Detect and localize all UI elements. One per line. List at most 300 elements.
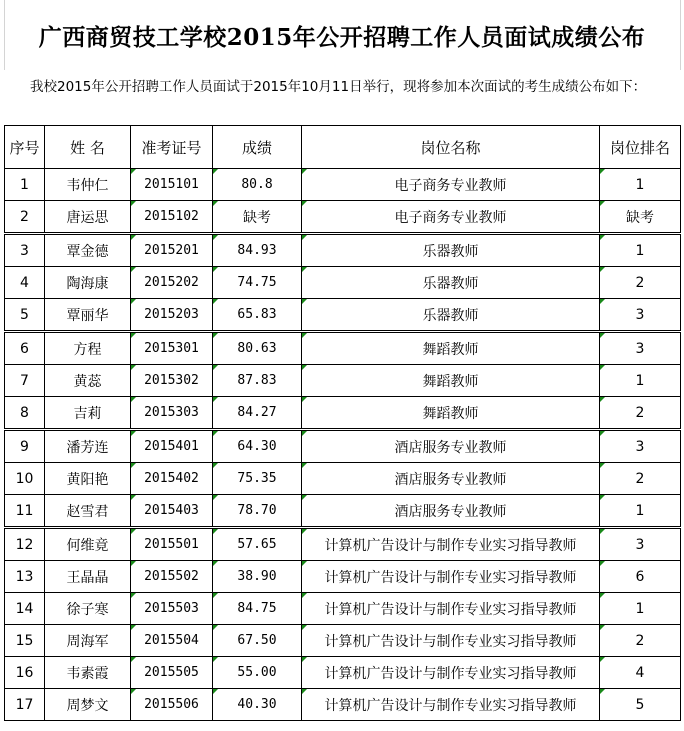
cell-score (213, 201, 302, 234)
cell-text: 10 (15, 470, 34, 487)
cell-marker-icon (213, 299, 218, 304)
cell-exam-id (131, 430, 213, 463)
cell-exam-id (131, 332, 213, 365)
cell-position (302, 593, 600, 625)
cell-position (302, 463, 600, 495)
cell-text: 2015301 (144, 341, 199, 356)
cell-marker-icon (213, 463, 218, 468)
table-row (5, 299, 681, 332)
cell-score (213, 657, 302, 689)
cell-seq (5, 397, 45, 430)
cell-text: 2015402 (144, 471, 199, 486)
cell-rank (600, 397, 681, 430)
cell-seq (5, 169, 45, 201)
cell-position (302, 561, 600, 593)
cell-text: 赵雪君 (66, 503, 109, 520)
cell-text: 2015503 (144, 601, 199, 616)
cell-position (302, 625, 600, 657)
cell-marker-icon (131, 365, 136, 370)
cell-text: 1 (635, 242, 645, 259)
cell-text: 2 (635, 404, 645, 421)
cell-text: 55.00 (237, 665, 277, 680)
cell-seq (5, 657, 45, 689)
cell-marker-icon (600, 397, 605, 402)
intro-paragraph: 我校2015年公开招聘工作人员面试于2015年10月11日举行，现将参加本次面试的考生成绩公布如下： (30, 79, 647, 95)
cell-text: 12 (15, 536, 34, 553)
table-row (5, 625, 681, 657)
cell-score (213, 299, 302, 332)
cell-text: 2015505 (144, 665, 199, 680)
cell-text: 缺考 (626, 209, 654, 226)
cell-text: 计算机广告设计与制作专业实习指导教师 (324, 665, 577, 682)
cell-text: 电子商务专业教师 (394, 209, 507, 226)
cell-marker-icon (213, 593, 218, 598)
cell-exam-id (131, 528, 213, 561)
cell-text: 缺考 (243, 209, 271, 226)
cell-seq (5, 561, 45, 593)
cell-text: 2015504 (144, 633, 199, 648)
cell-text: 舞蹈教师 (422, 405, 479, 422)
cell-name (45, 299, 131, 332)
cell-marker-icon (131, 689, 136, 694)
cell-text: 6 (20, 340, 29, 357)
cell-marker-icon (600, 365, 605, 370)
cell-score (213, 169, 302, 201)
cell-marker-icon (302, 689, 307, 694)
cell-text: 计算机广告设计与制作专业实习指导教师 (324, 697, 577, 714)
cell-marker-icon (302, 431, 307, 436)
cell-marker-icon (131, 431, 136, 436)
cell-name (45, 169, 131, 201)
cell-marker-icon (600, 529, 605, 534)
cell-text: 11 (15, 502, 34, 519)
cell-marker-icon (600, 169, 605, 174)
table-row (5, 561, 681, 593)
cell-marker-icon (302, 235, 307, 240)
cell-text: 舞蹈教师 (422, 341, 479, 358)
cell-seq (5, 625, 45, 657)
cell-exam-id (131, 365, 213, 397)
cell-seq (5, 430, 45, 463)
cell-marker-icon (131, 267, 136, 272)
cell-text: 周梦文 (66, 697, 109, 714)
cell-marker-icon (302, 495, 307, 500)
cell-text: 陶海康 (66, 275, 109, 292)
cell-text: 65.83 (237, 307, 277, 322)
table-row (5, 528, 681, 561)
cell-marker-icon (600, 463, 605, 468)
cell-rank (600, 201, 681, 234)
cell-exam-id (131, 689, 213, 721)
table-row (5, 593, 681, 625)
table-row (5, 495, 681, 528)
cell-text: 覃金德 (66, 243, 109, 260)
cell-seq (5, 332, 45, 365)
cell-text: 5 (20, 306, 29, 323)
cell-text: 酒店服务专业教师 (394, 471, 507, 488)
cell-seq (5, 267, 45, 299)
table-row (5, 169, 681, 201)
cell-marker-icon (302, 463, 307, 468)
cell-text: 计算机广告设计与制作专业实习指导教师 (324, 633, 577, 650)
cell-text: 9 (20, 438, 29, 455)
cell-marker-icon (302, 561, 307, 566)
cell-position (302, 201, 600, 234)
header-rank: 岗位排名 (600, 126, 681, 169)
cell-marker-icon (600, 235, 605, 240)
header-position: 岗位名称 (302, 126, 600, 169)
cell-text: 40.30 (237, 697, 277, 712)
cell-exam-id (131, 299, 213, 332)
cell-marker-icon (213, 561, 218, 566)
cell-marker-icon (131, 333, 136, 338)
cell-exam-id (131, 267, 213, 299)
cell-text: 78.70 (237, 503, 277, 518)
cell-text: 74.75 (237, 275, 277, 290)
cell-exam-id (131, 397, 213, 430)
cell-position (302, 332, 600, 365)
cell-text: 舞蹈教师 (422, 373, 479, 390)
cell-text: 1 (635, 600, 645, 617)
cell-text: 1 (635, 502, 645, 519)
cell-marker-icon (131, 593, 136, 598)
cell-marker-icon (213, 625, 218, 630)
header-score: 成绩 (213, 126, 302, 169)
cell-text: 2015501 (144, 537, 199, 552)
cell-marker-icon (213, 365, 218, 370)
cell-text: 酒店服务专业教师 (394, 503, 507, 520)
cell-text: 计算机广告设计与制作专业实习指导教师 (324, 537, 577, 554)
cell-marker-icon (131, 529, 136, 534)
cell-text: 1 (635, 176, 645, 193)
cell-position (302, 169, 600, 201)
cell-text: 2015506 (144, 697, 199, 712)
cell-marker-icon (302, 267, 307, 272)
cell-position (302, 267, 600, 299)
cell-marker-icon (213, 529, 218, 534)
cell-seq (5, 593, 45, 625)
cell-exam-id (131, 625, 213, 657)
cell-marker-icon (600, 267, 605, 272)
cell-text: 周海军 (66, 633, 109, 650)
cell-marker-icon (600, 333, 605, 338)
table-row (5, 234, 681, 267)
cell-name (45, 495, 131, 528)
cell-name (45, 267, 131, 299)
cell-text: 方程 (73, 341, 102, 358)
cell-marker-icon (600, 201, 605, 206)
table-body (5, 169, 681, 721)
cell-text: 潘芳连 (66, 439, 109, 456)
cell-rank (600, 332, 681, 365)
cell-name (45, 593, 131, 625)
cell-rank (600, 689, 681, 721)
cell-score (213, 397, 302, 430)
cell-position (302, 299, 600, 332)
cell-rank (600, 463, 681, 495)
cell-name (45, 561, 131, 593)
cell-rank (600, 267, 681, 299)
cell-marker-icon (302, 201, 307, 206)
cell-text: 2015101 (144, 177, 199, 192)
cell-position (302, 234, 600, 267)
cell-text: 16 (15, 664, 34, 681)
cell-text: 唐运思 (66, 209, 109, 226)
cell-position (302, 528, 600, 561)
cell-text: 14 (15, 600, 34, 617)
page-title: 广西商贸技工学校2015年公开招聘工作人员面试成绩公布 (38, 23, 646, 51)
cell-name (45, 625, 131, 657)
cell-marker-icon (213, 657, 218, 662)
score-table (4, 125, 681, 721)
cell-marker-icon (131, 561, 136, 566)
cell-marker-icon (131, 169, 136, 174)
cell-text: 2015303 (144, 405, 199, 420)
cell-text: 4 (635, 664, 645, 681)
cell-name (45, 365, 131, 397)
header-name: 姓 名 (45, 126, 131, 169)
cell-marker-icon (302, 657, 307, 662)
cell-marker-icon (302, 397, 307, 402)
cell-exam-id (131, 593, 213, 625)
cell-text: 徐子寒 (66, 601, 109, 618)
cell-score (213, 528, 302, 561)
cell-seq (5, 234, 45, 267)
cell-name (45, 234, 131, 267)
cell-text: 3 (635, 306, 645, 323)
cell-rank (600, 625, 681, 657)
cell-exam-id (131, 561, 213, 593)
cell-exam-id (131, 495, 213, 528)
cell-exam-id (131, 234, 213, 267)
cell-text: 乐器教师 (422, 275, 479, 292)
cell-name (45, 657, 131, 689)
cell-text: 7 (20, 372, 29, 389)
cell-rank (600, 528, 681, 561)
cell-text: 38.90 (237, 569, 277, 584)
cell-text: 3 (635, 536, 645, 553)
cell-text: 3 (635, 438, 645, 455)
cell-marker-icon (600, 593, 605, 598)
cell-name (45, 397, 131, 430)
cell-marker-icon (600, 625, 605, 630)
cell-text: 1 (20, 176, 29, 193)
cell-marker-icon (302, 593, 307, 598)
cell-text: 5 (635, 696, 645, 713)
cell-score (213, 625, 302, 657)
table-row (5, 657, 681, 689)
header-exam-id: 准考证号 (131, 126, 213, 169)
cell-text: 15 (15, 632, 34, 649)
cell-position (302, 689, 600, 721)
cell-text: 4 (20, 274, 29, 291)
cell-marker-icon (213, 495, 218, 500)
cell-text: 84.93 (237, 243, 277, 258)
cell-position (302, 365, 600, 397)
cell-rank (600, 657, 681, 689)
cell-score (213, 463, 302, 495)
cell-score (213, 593, 302, 625)
cell-marker-icon (600, 299, 605, 304)
cell-text: 17 (15, 696, 34, 713)
cell-rank (600, 365, 681, 397)
cell-marker-icon (302, 169, 307, 174)
cell-name (45, 201, 131, 234)
cell-text: 2015201 (144, 243, 199, 258)
cell-text: 1 (635, 372, 645, 389)
cell-score (213, 234, 302, 267)
cell-text: 2015203 (144, 307, 199, 322)
cell-seq (5, 299, 45, 332)
cell-marker-icon (213, 333, 218, 338)
cell-text: 乐器教师 (422, 307, 479, 324)
cell-position (302, 495, 600, 528)
cell-position (302, 397, 600, 430)
cell-position (302, 430, 600, 463)
cell-marker-icon (302, 529, 307, 534)
cell-text: 2015403 (144, 503, 199, 518)
cell-marker-icon (600, 561, 605, 566)
cell-text: 2 (635, 470, 645, 487)
cell-name (45, 430, 131, 463)
cell-name (45, 689, 131, 721)
cell-score (213, 495, 302, 528)
cell-text: 黄蕊 (73, 373, 102, 390)
cell-name (45, 332, 131, 365)
cell-marker-icon (600, 689, 605, 694)
cell-text: 计算机广告设计与制作专业实习指导教师 (324, 601, 577, 618)
table-row (5, 332, 681, 365)
cell-text: 王晶晶 (66, 569, 109, 586)
cell-score (213, 561, 302, 593)
cell-text: 2015401 (144, 439, 199, 454)
table-header-row (5, 126, 681, 169)
cell-rank (600, 495, 681, 528)
table-row (5, 365, 681, 397)
cell-marker-icon (302, 299, 307, 304)
header-seq: 序号 (5, 126, 45, 169)
cell-rank (600, 430, 681, 463)
cell-marker-icon (213, 689, 218, 694)
cell-seq (5, 463, 45, 495)
table-row (5, 689, 681, 721)
cell-name (45, 528, 131, 561)
cell-text: 75.35 (237, 471, 277, 486)
cell-marker-icon (600, 495, 605, 500)
cell-marker-icon (302, 365, 307, 370)
cell-text: 87.83 (237, 373, 277, 388)
cell-marker-icon (600, 657, 605, 662)
cell-text: 67.50 (237, 633, 277, 648)
cell-text: 2 (635, 274, 645, 291)
cell-marker-icon (600, 431, 605, 436)
cell-text: 2 (20, 208, 29, 225)
cell-seq (5, 365, 45, 397)
cell-position (302, 657, 600, 689)
cell-seq (5, 495, 45, 528)
cell-score (213, 689, 302, 721)
cell-rank (600, 169, 681, 201)
cell-text: 韦仲仁 (66, 177, 109, 194)
cell-text: 3 (635, 340, 645, 357)
cell-marker-icon (131, 657, 136, 662)
cell-exam-id (131, 201, 213, 234)
cell-marker-icon (213, 397, 218, 402)
cell-score (213, 267, 302, 299)
cell-text: 57.65 (237, 537, 277, 552)
cell-rank (600, 561, 681, 593)
cell-text: 2015502 (144, 569, 199, 584)
cell-exam-id (131, 463, 213, 495)
cell-score (213, 365, 302, 397)
cell-text: 吉莉 (73, 405, 102, 422)
cell-marker-icon (213, 235, 218, 240)
cell-text: 覃丽华 (66, 307, 109, 324)
cell-text: 13 (15, 568, 34, 585)
cell-text: 84.75 (237, 601, 277, 616)
cell-text: 2015202 (144, 275, 199, 290)
cell-rank (600, 593, 681, 625)
table-row (5, 463, 681, 495)
cell-seq (5, 201, 45, 234)
cell-text: 64.30 (237, 439, 277, 454)
cell-text: 2015302 (144, 373, 199, 388)
cell-score (213, 430, 302, 463)
table-row (5, 201, 681, 234)
cell-rank (600, 299, 681, 332)
cell-rank (600, 234, 681, 267)
cell-text: 6 (635, 568, 645, 585)
cell-marker-icon (213, 201, 218, 206)
cell-marker-icon (213, 169, 218, 174)
cell-marker-icon (131, 299, 136, 304)
cell-exam-id (131, 657, 213, 689)
cell-marker-icon (131, 397, 136, 402)
cell-text: 韦素霞 (66, 665, 109, 682)
cell-text: 3 (20, 242, 29, 259)
cell-marker-icon (131, 495, 136, 500)
cell-seq (5, 528, 45, 561)
cell-marker-icon (302, 625, 307, 630)
cell-text: 80.63 (237, 341, 277, 356)
cell-score (213, 332, 302, 365)
cell-text: 乐器教师 (422, 243, 479, 260)
cell-text: 84.27 (237, 405, 277, 420)
cell-text: 2 (635, 632, 645, 649)
cell-text: 黄阳艳 (66, 471, 109, 488)
cell-exam-id (131, 169, 213, 201)
cell-marker-icon (131, 235, 136, 240)
cell-text: 酒店服务专业教师 (394, 439, 507, 456)
cell-marker-icon (302, 333, 307, 338)
table-row (5, 397, 681, 430)
cell-text: 2015102 (144, 209, 199, 224)
cell-text: 8 (20, 404, 29, 421)
cell-marker-icon (131, 625, 136, 630)
cell-text: 计算机广告设计与制作专业实习指导教师 (324, 569, 577, 586)
cell-marker-icon (131, 463, 136, 468)
table-row (5, 430, 681, 463)
cell-marker-icon (213, 431, 218, 436)
table-row (5, 267, 681, 299)
cell-name (45, 463, 131, 495)
cell-text: 电子商务专业教师 (394, 177, 507, 194)
cell-marker-icon (131, 201, 136, 206)
cell-marker-icon (213, 267, 218, 272)
cell-text: 80.8 (241, 177, 273, 192)
cell-seq (5, 689, 45, 721)
cell-text: 何维竟 (66, 537, 109, 554)
